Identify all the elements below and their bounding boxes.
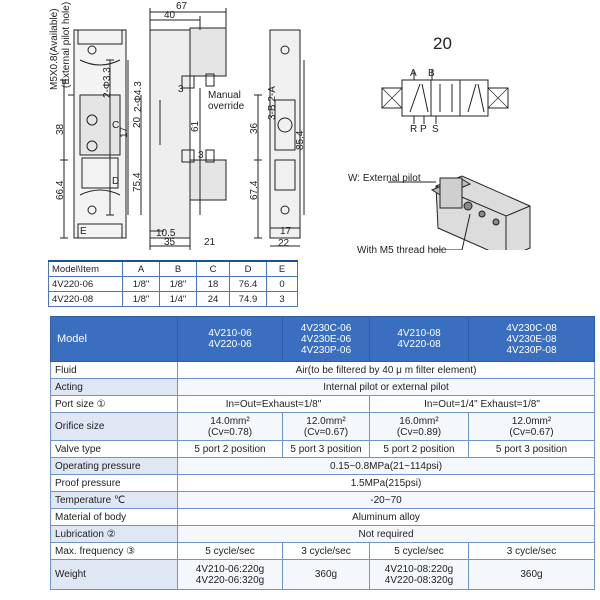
dim-85-4: 85.4 (295, 130, 306, 150)
spec-label: Acting (51, 379, 178, 396)
spec-value (370, 560, 469, 590)
port-s: S (432, 124, 439, 135)
spec-row-material (51, 509, 595, 526)
model-col-2 (283, 317, 370, 362)
spec-row-orifice (51, 413, 595, 441)
symbol-title: 20 (433, 34, 452, 53)
spec-value: Air(to be filtered by 40 μ m filter element) (178, 362, 595, 379)
spec-row-port-size (51, 396, 595, 413)
port-a: A (410, 68, 417, 79)
model-name: 4V230C-08 (506, 322, 557, 334)
table-cell: 3 (267, 292, 298, 307)
spec-value: Aluminum alloy (178, 509, 595, 526)
spec-label: Weight (51, 560, 178, 590)
spec-row-operating-pressure (51, 458, 595, 475)
dim-75-4: 75.4 (132, 172, 143, 192)
table-header-row (49, 261, 298, 277)
table-cell: 1/8" (123, 277, 160, 292)
table-cell: 1/8" (123, 292, 160, 307)
model-name: 4V230C-06 (300, 322, 352, 334)
spec-value (283, 413, 370, 441)
m5-thread-hole-label: With M5 thread hole (357, 245, 447, 256)
model-name: 4V230P-08 (506, 344, 557, 356)
three-b-label: 3-B 2-A (267, 86, 278, 120)
label-c: C (112, 120, 120, 131)
table-cell: 24 (197, 292, 230, 307)
table-cell: 74.9 (230, 292, 267, 307)
label-e: E (80, 226, 87, 237)
spec-label: Valve type (51, 441, 178, 458)
technical-drawing (0, 0, 600, 250)
label-d: D (112, 176, 120, 187)
orifice-area: 14.0mm² (210, 415, 250, 427)
model-name: 4V210-06 (208, 328, 252, 339)
orifice-cv: (Cv=0.67) (509, 426, 554, 438)
dim-67: 67 (176, 1, 188, 12)
col-header: A (123, 261, 160, 277)
label-3b: 3 (198, 150, 204, 161)
model-name: 4V230P-06 (300, 344, 352, 356)
spec-value: 360g (469, 560, 595, 590)
col-header: B (160, 261, 197, 277)
table-cell: 0 (267, 277, 298, 292)
spec-row-fluid (51, 362, 595, 379)
external-pilot-label: W: External pilot (348, 173, 421, 184)
model-col-3 (370, 317, 469, 362)
spec-value: 360g (283, 560, 370, 590)
manual-label: Manual (208, 90, 241, 101)
spec-label: Port size ① (51, 396, 178, 413)
spec-value: 5 port 3 position (469, 441, 595, 458)
table-cell: 4V220-06 (49, 277, 123, 292)
dim-36: 36 (249, 122, 260, 134)
spec-value: 5 port 2 position (370, 441, 469, 458)
spec-value: 5 cycle/sec (178, 543, 283, 560)
model-col-1 (178, 317, 283, 362)
dimension-drawing (0, 0, 600, 250)
label-3: 3 (178, 84, 184, 95)
orifice-area: 12.0mm² (306, 415, 346, 427)
spec-row-max-frequency (51, 543, 595, 560)
spec-row-temperature (51, 492, 595, 509)
spec-value: -20~70 (178, 492, 595, 509)
m5-available-label: M5X0.8(Available) (49, 8, 60, 90)
table-row (49, 292, 298, 307)
dim-66-4: 66.4 (55, 180, 66, 200)
col-header: C (197, 261, 230, 277)
spec-row-weight (51, 560, 595, 590)
model-name: 4V230E-06 (300, 333, 352, 345)
d33-label: 2-Φ3.3 (102, 67, 113, 98)
specification-table (50, 316, 595, 590)
port-b: B (428, 68, 435, 79)
spec-value: Internal pilot or external pilot (178, 379, 595, 396)
dim-67-4: 67.4 (249, 180, 260, 200)
spec-value: 5 cycle/sec (370, 543, 469, 560)
spec-label: Proof pressure (51, 475, 178, 492)
spec-value (178, 560, 283, 590)
weight-line: 4V220-06:320g (195, 574, 265, 586)
model-name: 4V230E-08 (506, 333, 557, 345)
spec-value: Not required (178, 526, 595, 543)
table-row (49, 277, 298, 292)
orifice-area: 12.0mm² (511, 415, 552, 427)
spec-value: 5 port 2 position (178, 441, 283, 458)
spec-value (178, 413, 283, 441)
spec-value (469, 413, 595, 441)
spec-label: Fluid (51, 362, 178, 379)
spec-header-row (51, 317, 595, 362)
dim-10-5: 10.5 (156, 228, 176, 239)
dim-61: 61 (190, 120, 201, 132)
col-header: D (230, 261, 267, 277)
orifice-cv: (Cv=0.89) (396, 426, 442, 438)
dim-21: 21 (204, 237, 216, 248)
model-name: 4V220-06 (208, 339, 252, 350)
spec-label: Max. frequency ③ (51, 543, 178, 560)
dim-35: 35 (164, 237, 176, 248)
col-header: Model\Item (49, 261, 123, 277)
spec-label: Material of body (51, 509, 178, 526)
spec-label: Model (51, 317, 178, 362)
spec-value: In=Out=1/4" Exhaust=1/8" (370, 396, 595, 413)
spec-value (370, 413, 469, 441)
dim-40: 40 (164, 10, 176, 21)
spec-label: Operating pressure (51, 458, 178, 475)
spec-value: 3 cycle/sec (469, 543, 595, 560)
weight-line: 4V220-08:320g (384, 574, 454, 586)
spec-row-acting (51, 379, 595, 396)
orifice-cv: (Cv=0.67) (303, 426, 349, 438)
table-cell: 1/8" (160, 277, 197, 292)
model-dimension-table (48, 260, 298, 307)
dim-17b: 17 (280, 226, 292, 237)
spec-value: In=Out=Exhaust=1/8" (178, 396, 370, 413)
external-pilot-hole-label: (External pilot hole) (61, 1, 72, 88)
model-name: 4V220-08 (397, 339, 441, 350)
spec-value: 3 cycle/sec (283, 543, 370, 560)
weight-line: 4V210-08:220g (384, 563, 454, 575)
dim-20: 20 (132, 116, 143, 128)
table-cell: 4V220-08 (49, 292, 123, 307)
dim-22: 22 (278, 238, 290, 249)
table-cell: 76.4 (230, 277, 267, 292)
table-cell: 1/4" (160, 292, 197, 307)
spec-label: Lubrication ② (51, 526, 178, 543)
spec-row-proof-pressure (51, 475, 595, 492)
spec-row-valve-type (51, 441, 595, 458)
col-header: E (267, 261, 298, 277)
orifice-cv: (Cv=0.78) (207, 426, 253, 438)
d43-label: 2-Φ4.3 (133, 81, 144, 112)
spec-value: 0.15~0.8MPa(21~114psi) (178, 458, 595, 475)
spec-label: Orifice size (51, 413, 178, 441)
override-label: override (208, 101, 245, 112)
dim-38: 38 (55, 123, 66, 135)
spec-label: Temperature ℃ (51, 492, 178, 509)
spec-value: 5 port 3 position (283, 441, 370, 458)
weight-line: 4V210-06:220g (195, 563, 265, 575)
spec-value: 1.5MPa(215psi) (178, 475, 595, 492)
spec-row-lubrication (51, 526, 595, 543)
port-r: R (410, 124, 418, 135)
orifice-area: 16.0mm² (399, 415, 439, 427)
table-cell: 18 (197, 277, 230, 292)
dim-17: 17 (119, 126, 130, 138)
model-name: 4V210-08 (397, 328, 441, 339)
port-p: P (420, 124, 427, 135)
model-col-4 (469, 317, 595, 362)
